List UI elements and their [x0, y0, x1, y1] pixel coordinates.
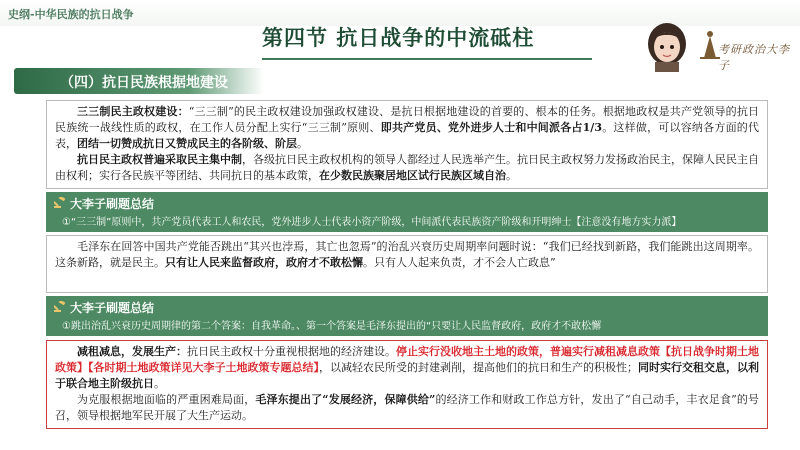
title-underline [262, 58, 592, 60]
avatar [638, 14, 696, 72]
summary-body-1: ①“三三制”原则中，共产党员代表工人和农民，党外进步人士代表小资产阶级，中间派代表民族资产阶级和开明绅士【注意没有地方实力派】 [62, 217, 682, 228]
mao-quote-paragraph: 毛泽东在回答中国共产党能否跳出“其兴也浡焉，其亡也忽焉”的治乱兴衰历史周期率问题时说：“我们已经找到新路，我们能跳出这周期率。这条新路，就是民主。只有让人民来监督政府，政府才不敢松懈。只有人人起来负责，才不会人亡政息” [55, 240, 759, 269]
course-label: 史纲-中华民族的抗日战争 [8, 8, 134, 21]
logo-text: 考研政治大李子 [718, 43, 790, 72]
summary-panel-2 [46, 296, 768, 336]
summary-body-2: ①跳出治乱兴衰历史周期律的第二个答案：自我革命。、第一个答案是毛泽东提出的“只要让人民监督政府，政府才不敢松懈 [62, 321, 602, 332]
summary-title-1: 大李子刷题总结 [70, 197, 155, 211]
rent-reduction-paragraph: 减租减息，发展生产：抗日民主政权十分重视根据地的经济建设。停止实行没收地主土地的政策，普遍实行减租减息政策【抗日战争时期土地政策】【各时期土地政策详见大李子土地政策专题总结】，以减轻农民所受的封建剥削，提高他们的抗日和生产的积极性；同时实行交租交息，以利于联合地主阶级抗日。 [55, 345, 759, 390]
summary-title-2: 大李子刷题总结 [70, 301, 155, 315]
page-title: 第四节 抗日战争的中流砥柱 [262, 26, 535, 50]
mao-quote-box [46, 235, 768, 293]
gavel-icon [54, 197, 66, 211]
gavel-icon [54, 301, 66, 315]
rent-reduction-box [46, 340, 768, 429]
section-banner [14, 68, 264, 94]
democratic-centralism-paragraph: 抗日民主政权普遍采取民主集中制，各级抗日民主政权机构的领导人都经过人民选举产生。抗日民主政权努力发扬政治民主，保障人民民主自由权利；实行各民族平等团结、共同抗日的基本政策，在少数民族聚居地区试行民族区域自治。 [55, 153, 759, 182]
three-thirds-paragraph: 三三制民主政权建设：“三三制”的民主政权建设加强政权建设、是抗日根据地建设的首要的、根本的任务。根据地政权是共产党领导的抗日民族统一战线性质的政权，在工作人员分配上实行“三三制”原则、即共产党员、党外进步人士和中间派各占1/3。这样做，可以容纳各方面的代表，团结一切赞成抗日又赞成民主的各阶级、阶层。 [55, 105, 760, 150]
section-title: （四）抗日民族根据地建设 [60, 75, 228, 91]
three-thirds-heading: 三三制民主政权建设： [77, 105, 189, 118]
production-paragraph: 为克服根据地面临的严重困难局面，毛泽东提出了“发展经济，保障供给”的经济工作和财政工作总方针，发出了“自己动手，丰衣足食”的号召，领导根据地军民开展了大生产运动。 [55, 393, 760, 422]
summary-panel-1 [46, 192, 768, 232]
three-thirds-box [46, 100, 768, 189]
